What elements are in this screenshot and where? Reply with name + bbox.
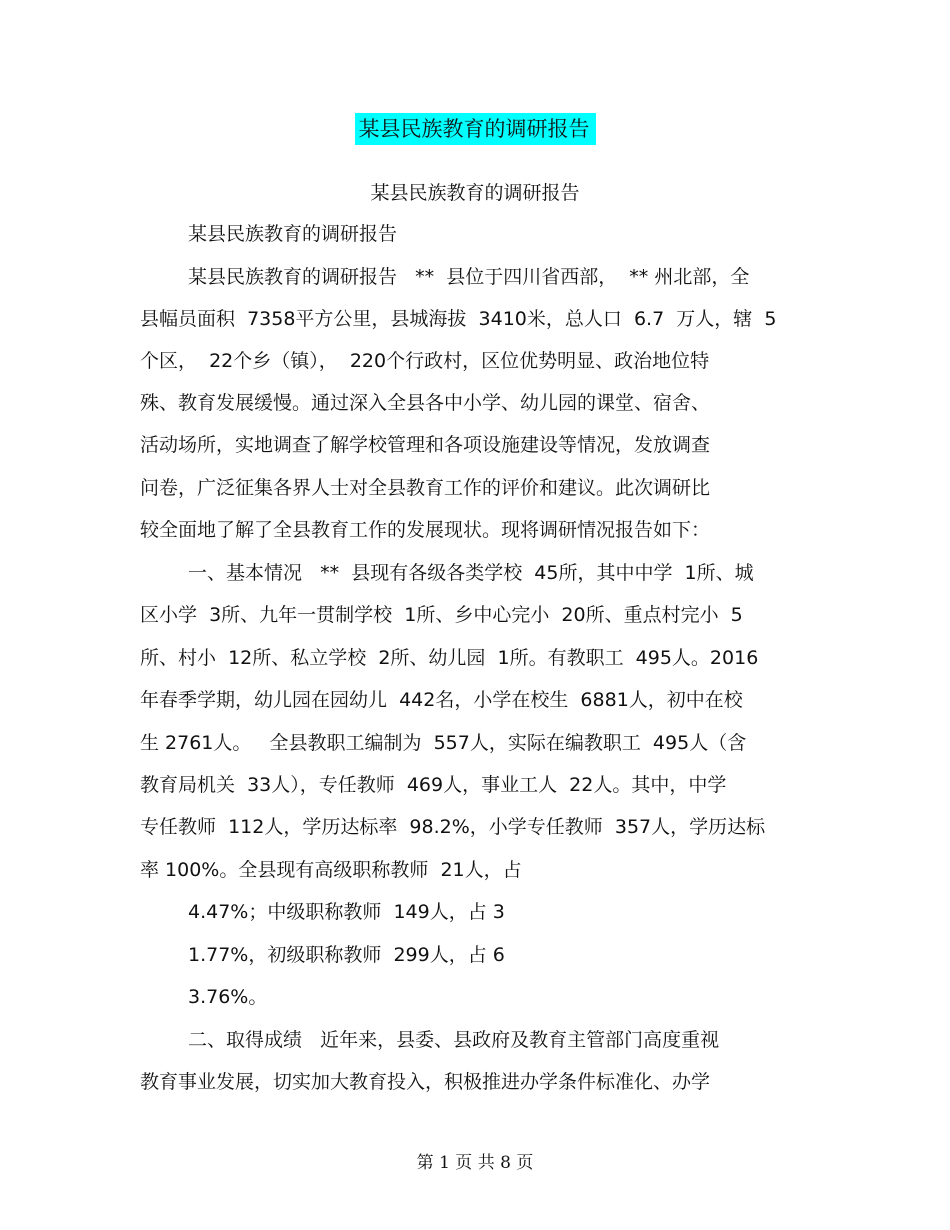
title-container xyxy=(0,113,950,145)
body-line: 个区， 22个乡（镇）， 220个行政村，区位优势明显、政治地位特 xyxy=(140,350,710,372)
body-line: 生 2761人。 全县教职工编制为 557人，实际在编教职工 495人（含 xyxy=(140,732,747,754)
body-line: 一、基本情况 ** 县现有各级各类学校 45所，其中中学 1所、城 xyxy=(188,562,754,584)
body-line: 教育局机关 33人），专任教师 469人，事业工人 22人。其中，中学 xyxy=(140,774,727,796)
body-line: 问卷，广泛征集各界人士对全县教育工作的评价和建议。此次调研比 xyxy=(140,477,711,499)
document-subtitle: 某县民族教育的调研报告 xyxy=(370,182,580,204)
body-line: 县幅员面积 7358平方公里，县城海拔 3410米，总人口 6.7 万人，辖 5 xyxy=(140,308,777,330)
body-line: 教育事业发展，切实加大教育投入，积极推进办学条件标准化、办学 xyxy=(140,1071,711,1093)
document-title: 某县民族教育的调研报告 xyxy=(355,113,596,145)
body-line: 某县民族教育的调研报告 ** 县位于四川省西部， ** 州北部，全 xyxy=(188,266,750,288)
body-line: 4.47%；中级职称教师 149人，占 3 xyxy=(188,901,505,923)
body-line: 1.77%，初级职称教师 299人，占 6 xyxy=(188,944,505,966)
body-line: 所、村小 12所、私立学校 2所、幼儿园 1所。有教职工 495人。2016 xyxy=(140,647,759,669)
body-line: 活动场所，实地调查了解学校管理和各项设施建设等情况，发放调查 xyxy=(140,434,711,456)
body-line: 区小学 3所、九年一贯制学校 1所、乡中心完小 20所、重点村完小 5 xyxy=(140,604,743,626)
body-line: 3.76%。 xyxy=(188,986,268,1008)
body-line: 较全面地了解了全县教育工作的发展现状。现将调研情况报告如下： xyxy=(140,519,711,541)
page-number: 第 1 页 共 8 页 xyxy=(416,1153,534,1173)
body-line: 某县民族教育的调研报告 xyxy=(188,223,398,245)
body-line: 专任教师 112人，学历达标率 98.2%，小学专任教师 357人，学历达标 xyxy=(140,816,766,838)
body-line: 殊、教育发展缓慢。通过深入全县各中小学、幼儿园的课堂、宿舍、 xyxy=(140,392,711,414)
body-line: 二、取得成绩 近年来，县委、县政府及教育主管部门高度重视 xyxy=(188,1029,720,1051)
body-line: 年春季学期，幼儿园在园幼儿 442名，小学在校生 6881人，初中在校 xyxy=(140,689,743,711)
body-line: 率 100%。全县现有高级职称教师 21人，占 xyxy=(140,859,522,881)
